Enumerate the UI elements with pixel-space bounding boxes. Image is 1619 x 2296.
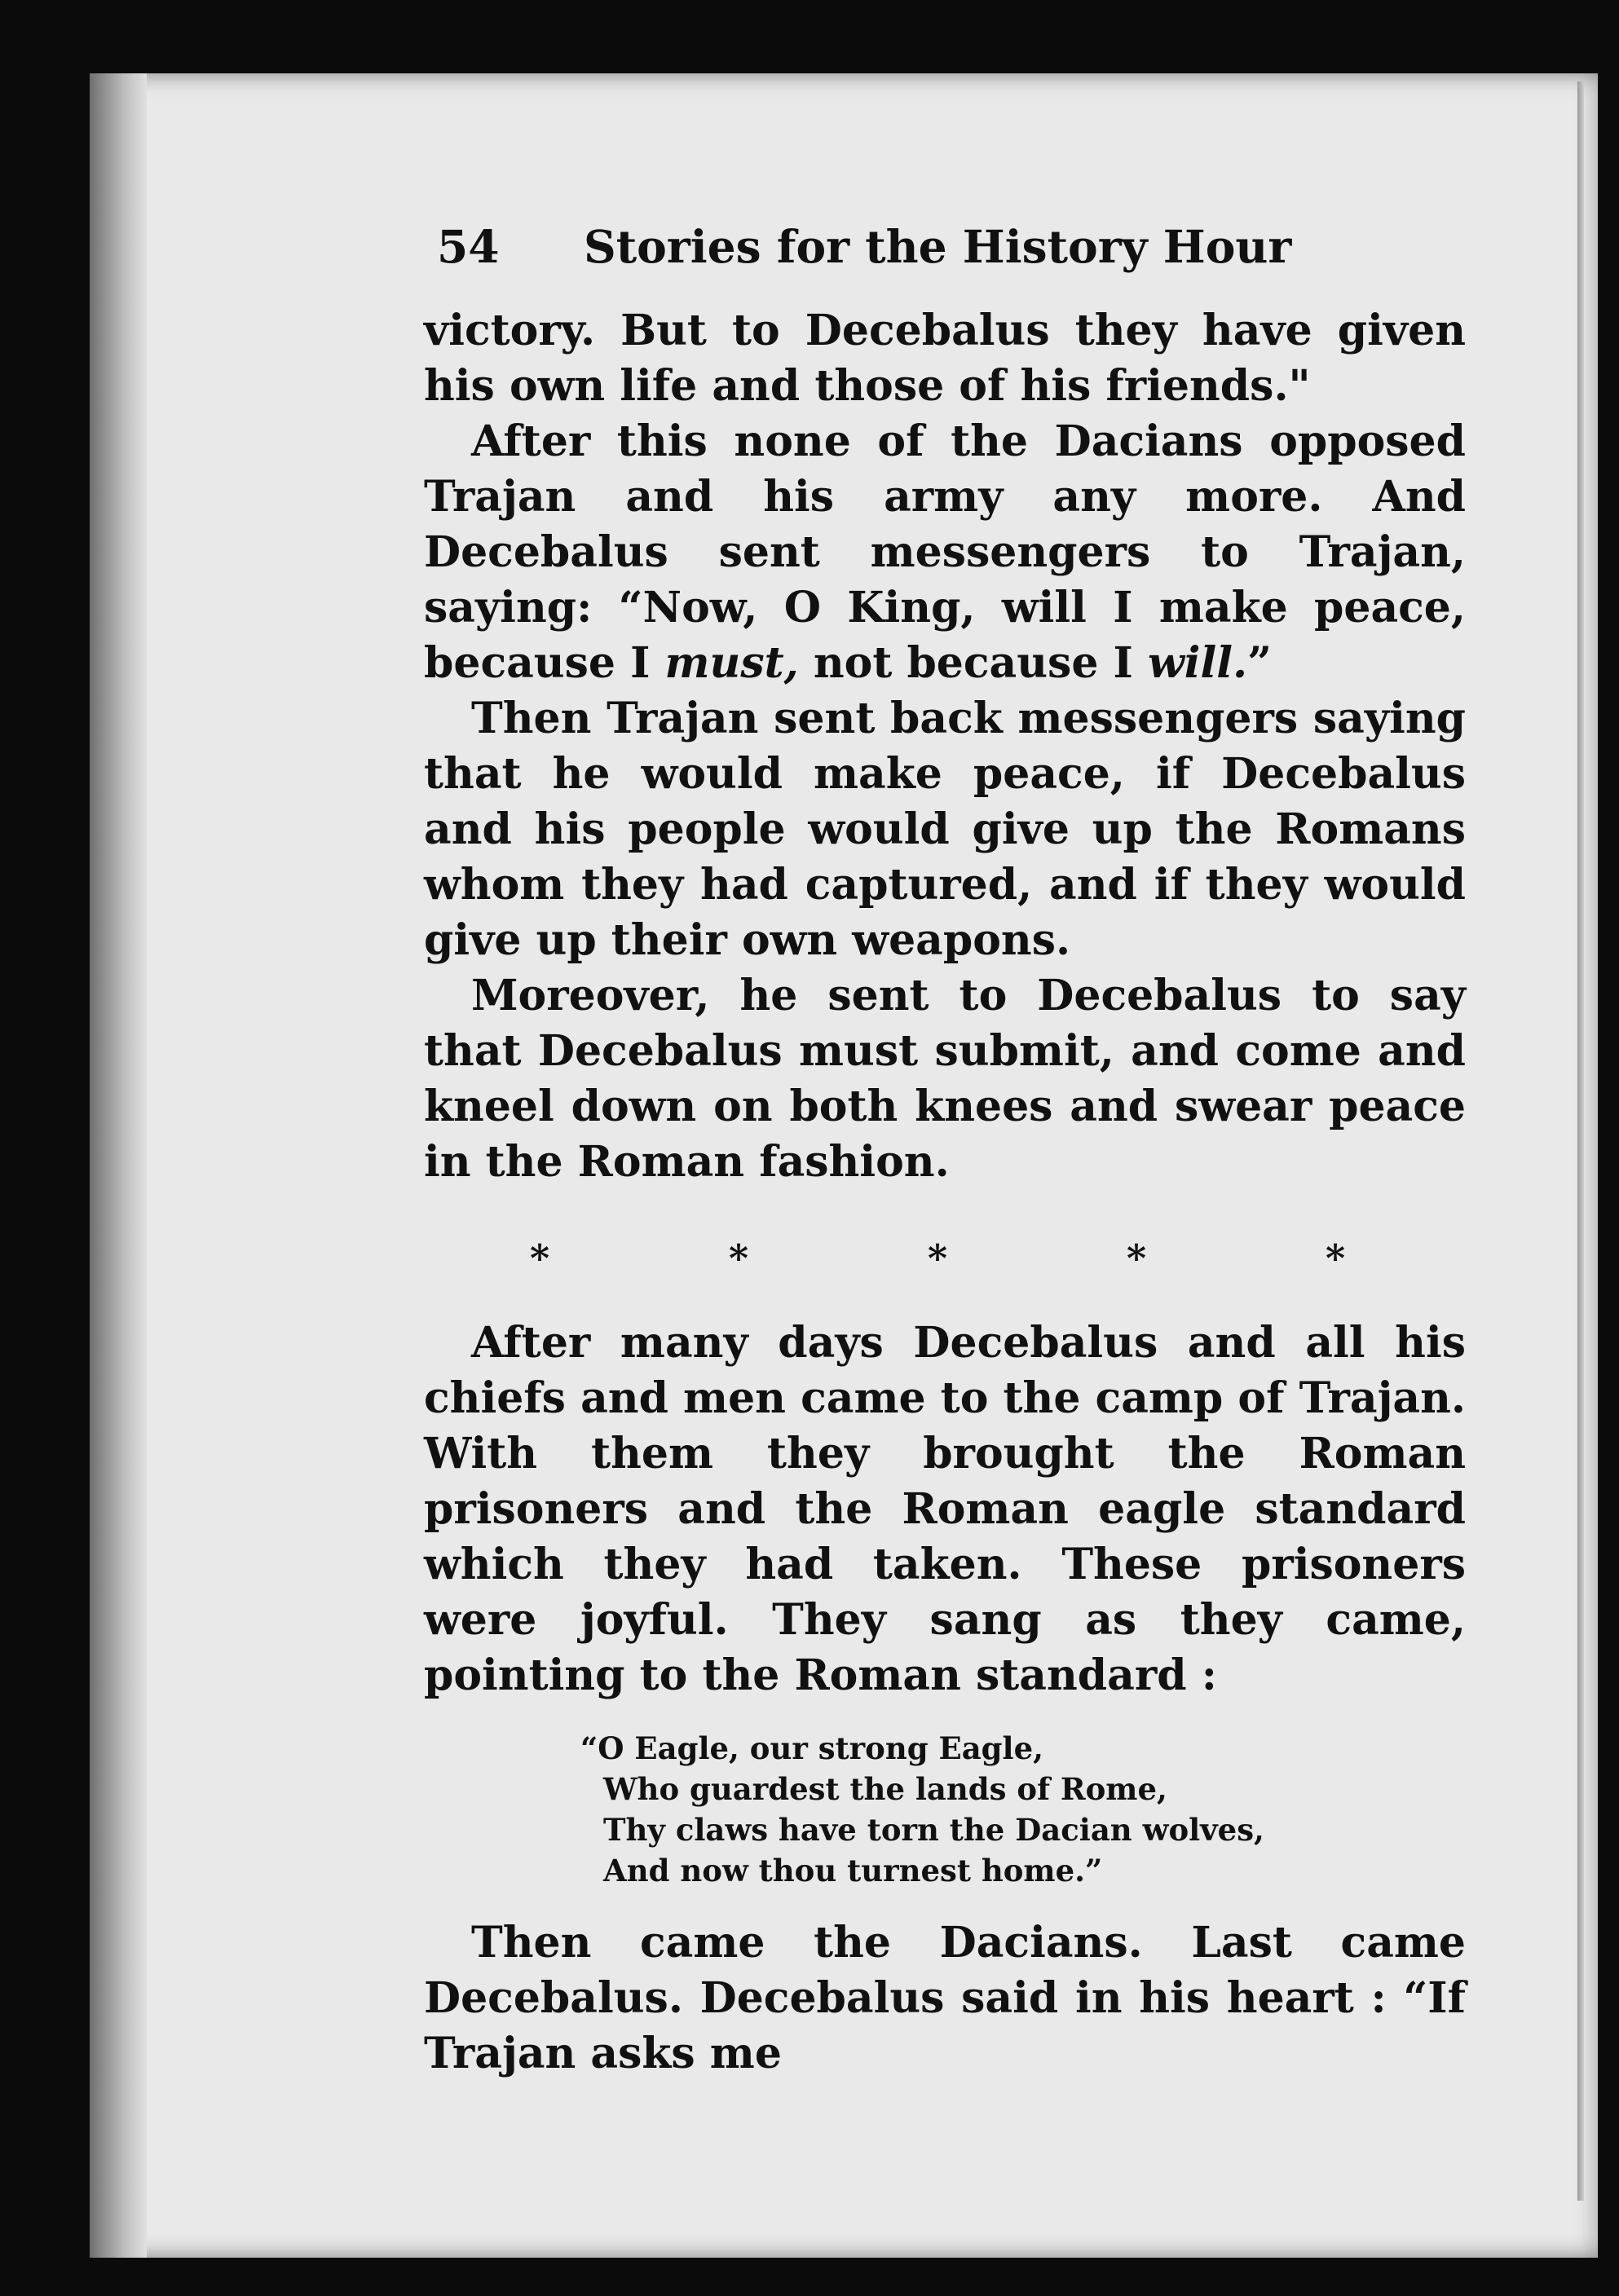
running-header bbox=[437, 220, 1521, 277]
paragraph-4: Moreover, he sent to Decebalus to say that Decebalus must submit, and come and kneel down on both knees and swear peace in the Roman fashion. bbox=[424, 971, 1466, 1187]
asterisk: * bbox=[1126, 1236, 1147, 1280]
paragraph-2-text: After this none of the Dacians opposed Trajan and his army any more. And Decebalus sent messengers to Trajan, saying: “Now, O King, will I make peace, because I bbox=[424, 416, 1466, 688]
paragraph-2-italic-will: will. bbox=[1147, 638, 1248, 688]
running-title: Stories for the History Hour bbox=[584, 220, 1292, 273]
poem-line: And now thou turnest home.” bbox=[603, 1853, 1103, 1888]
section-break bbox=[530, 1234, 1345, 1283]
poem-line: “O Eagle, our strong Eagle, bbox=[580, 1730, 1044, 1766]
book-binding-shadow bbox=[90, 73, 147, 2258]
paragraph-2-mid: not because I bbox=[798, 638, 1148, 688]
page-number: 54 bbox=[437, 220, 500, 273]
asterisk: * bbox=[728, 1236, 749, 1280]
poem bbox=[580, 1728, 1466, 1891]
paragraph-1: victory. But to Decebalus they have given his own life and those of his friends." bbox=[424, 306, 1466, 411]
paragraph-2-italic-must: must, bbox=[664, 638, 799, 688]
page-edge bbox=[1577, 82, 1584, 2201]
asterisk: * bbox=[1325, 1236, 1345, 1280]
paragraph-5: After many days Decebalus and all his chiefs and men came to the camp of Trajan. With them they brought the Roman prisoners and the Roman eagle standard which they had taken. These prisoners were joyful. They sang as they came, pointing to the Roman standard : bbox=[424, 1318, 1466, 1700]
paragraph-2 bbox=[424, 414, 1466, 691]
poem-line: Who guardest the lands of Rome, bbox=[603, 1771, 1167, 1807]
paragraph-6: Then came the Dacians. Last came Decebalus. Decebalus said in his heart : “If Trajan asks me bbox=[424, 1918, 1466, 2078]
page-text bbox=[424, 303, 1466, 2082]
paragraph-2-end: ” bbox=[1247, 638, 1273, 688]
poem-line: Thy claws have torn the Dacian wolves, bbox=[603, 1812, 1264, 1848]
asterisk: * bbox=[927, 1236, 948, 1280]
asterisk: * bbox=[530, 1236, 550, 1280]
paragraph-3: Then Trajan sent back messengers saying that he would make peace, if Decebalus and his people would give up the Romans whom they had captured, and if they would give up their own weapons. bbox=[424, 694, 1466, 965]
